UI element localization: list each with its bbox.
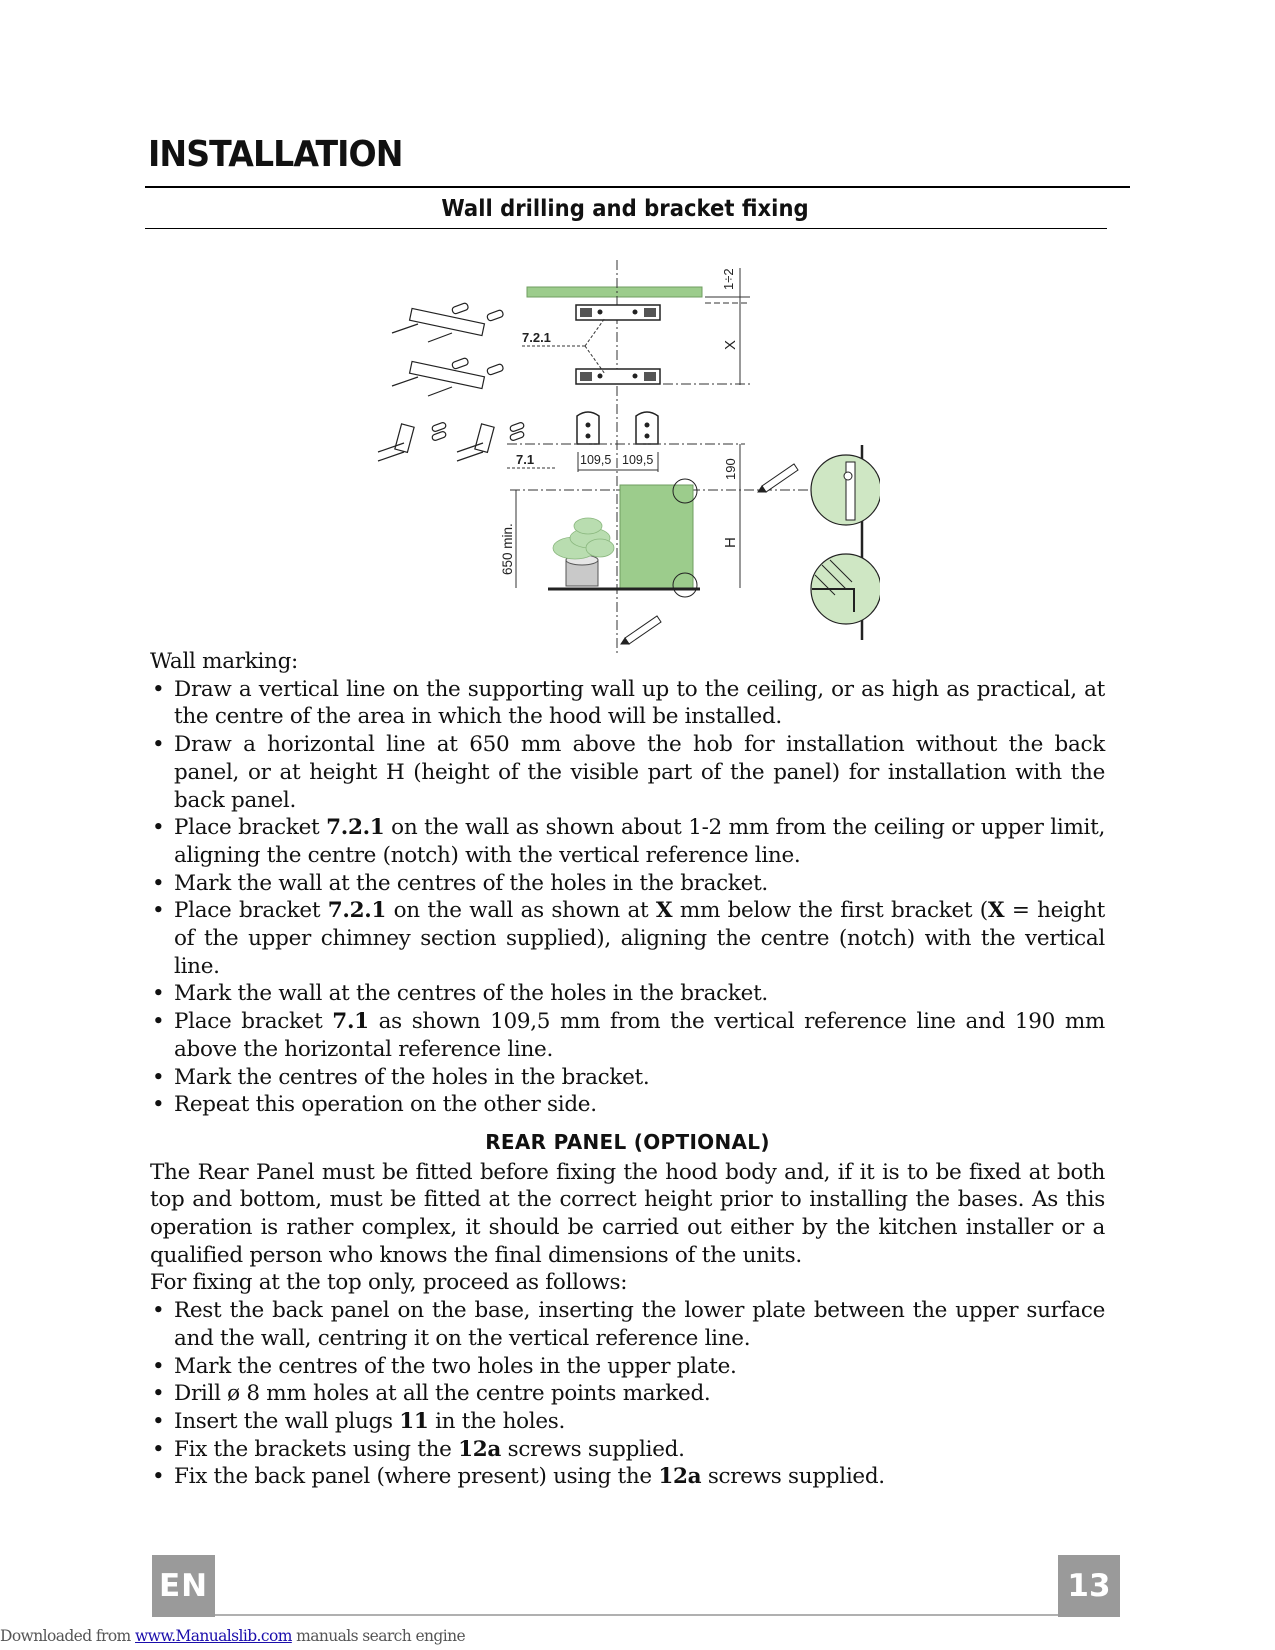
list-item: • Draw a horizontal line at 650 mm above the hob for installation without the back panel, or at height H (height of the visible part of the panel) for installation with the back panel. (150, 731, 1105, 814)
dim-650-min-label: 650 min. (500, 523, 515, 575)
detail-top (811, 455, 880, 525)
bracket-7-2-1-top (576, 305, 660, 320)
exploded-bracket-upper (392, 302, 504, 396)
wall-marking-heading: Wall marking: (150, 649, 298, 674)
manualslib-link[interactable]: www.Manualslib.com (135, 1627, 292, 1645)
language-badge: EN (152, 1555, 215, 1617)
dim-190-label: 190 (723, 458, 738, 480)
list-item: • Mark the centres of the two holes in the upper plate. (150, 1353, 1105, 1381)
page-number: 13 (1058, 1555, 1120, 1617)
wall-marking-list (150, 676, 1105, 1119)
list-item: • Draw a vertical line on the supporting wall up to the ceiling, or as high as practical, at the centre of the area in which the hood will be installed. (150, 676, 1105, 731)
download-note: Downloaded from www.Manualslib.com manuals search engine (0, 1627, 466, 1645)
bracket-7-1-left (577, 412, 599, 444)
bracket-7-1-label: 7.1 (516, 452, 535, 467)
pencil-lower (621, 616, 661, 644)
list-item: • Place bracket 7.2.1 on the wall as shown at X mm below the first bracket (X = height of the upper chimney section supplied), aligning the centre (notch) with the vertical line. (150, 897, 1105, 980)
footer-line (215, 1614, 1058, 1616)
subtitle-rule (145, 228, 1107, 229)
rear-panel-intro: For fixing at the top only, proceed as follows: (150, 1270, 628, 1296)
section-subtitle: Wall drilling and bracket fixing (441, 196, 809, 222)
list-item: • Place bracket 7.1 as shown 109,5 mm from the vertical reference line and 190 mm above the horizontal reference line. (150, 1008, 1105, 1063)
list-item: • Repeat this operation on the other side. (150, 1091, 1105, 1119)
list-item: • Place bracket 7.2.1 on the wall as shown about 1-2 mm from the ceiling or upper limit, aligning the centre (notch) with the vertical reference line. (150, 814, 1105, 869)
detail-bottom (811, 554, 880, 624)
list-item: • Mark the wall at the centres of the holes in the bracket. (150, 870, 1105, 898)
content (150, 648, 1105, 1491)
x-dimension-label: X (722, 339, 739, 350)
list-item: • Fix the back panel (where present) using the 12a screws supplied. (150, 1463, 1105, 1491)
list-item: • Drill ø 8 mm holes at all the centre points marked. (150, 1380, 1105, 1408)
dim-h-label: H (722, 537, 739, 548)
pencil-upper (758, 464, 798, 492)
list-item: • Mark the centres of the holes in the bracket. (150, 1064, 1105, 1092)
bracket-7-2-1-second (576, 369, 660, 384)
bracket-7-2-1-label: 7.2.1 (522, 330, 551, 345)
bracket-7-1-right (636, 412, 658, 444)
page-title: INSTALLATION (148, 134, 403, 175)
ceiling-gap-label: 1÷2 (721, 268, 736, 290)
list-item: • Mark the wall at the centres of the holes in the bracket. (150, 980, 1105, 1008)
rear-panel-list (150, 1297, 1105, 1491)
dim-109-5-left: 109,5 (580, 453, 612, 467)
title-rule (145, 186, 1130, 188)
list-item: • Rest the back panel on the base, inserting the lower plate between the upper surface and the wall, centring it on the vertical reference line. (150, 1297, 1105, 1352)
list-item: • Fix the brackets using the 12a screws supplied. (150, 1436, 1105, 1464)
ceiling-bar (527, 287, 702, 297)
rear-panel-paragraph: The Rear Panel must be fitted before fixing the hood body and, if it is to be fixed at both top and bottom, must be fitted at the correct height prior to installing the bases. As this operation is rather complex, it should be carried out either by the kitchen installer or a qualified person who knows the final dimensions of the units. (150, 1159, 1105, 1268)
installation-diagram (360, 255, 880, 655)
list-item: • Insert the wall plugs 11 in the holes. (150, 1408, 1105, 1436)
steam (553, 518, 614, 559)
rear-panel-heading: REAR PANEL (OPTIONAL) (485, 1129, 770, 1154)
dim-109-5-right: 109,5 (622, 453, 654, 467)
exploded-bracket-lower (378, 422, 525, 461)
